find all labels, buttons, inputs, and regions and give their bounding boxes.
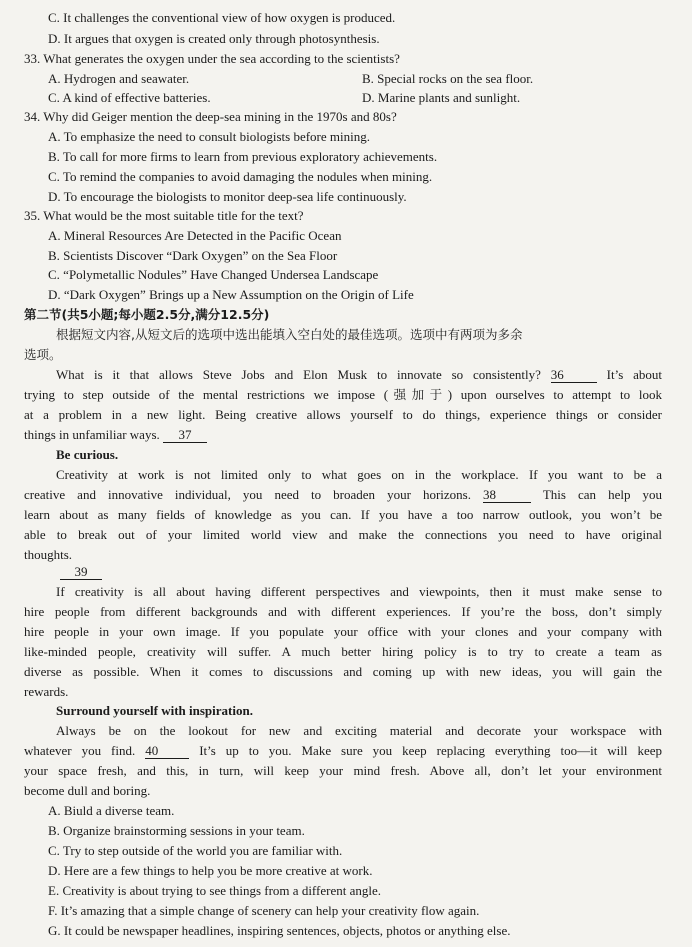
passage-line: rewards. xyxy=(24,684,69,699)
passage-line: at a problem in a new light. Being creative allows yourself to do things, experience things or consider xyxy=(24,407,662,422)
subheading-be-curious: Be curious. xyxy=(56,447,119,462)
passage-line: thoughts. xyxy=(24,547,73,562)
q35-option-a[interactable]: A. Mineral Resources Are Detected in the Pacific Ocean xyxy=(48,228,342,243)
q33-option-a[interactable]: A. Hydrogen and seawater. xyxy=(48,71,190,86)
q34-stem: 34. Why did Geiger mention the deep-sea mining in the 1970s and 80s? xyxy=(24,109,397,124)
blank-38[interactable]: 38 xyxy=(483,487,531,503)
passage-line: hire people from different backgrounds and with different experiences. If you’re the boss, don’t simply xyxy=(24,604,662,619)
passage-line: If creativity is all about having different perspectives and viewpoints, then it must make sense to xyxy=(56,584,662,599)
q33-stem: 33. What generates the oxygen under the sea according to the scientists? xyxy=(24,51,400,66)
passage-text: whatever you find. xyxy=(24,743,136,758)
passage-line xyxy=(0,366,692,384)
q33-option-d[interactable]: D. Marine plants and sunlight. xyxy=(362,90,521,105)
q34-option-d[interactable]: D. To encourage the biologists to monitor deep-sea life continuously. xyxy=(48,189,407,204)
passage-line: able to break out of your limited world view and make the connections you need to have original xyxy=(24,527,662,542)
choice-c[interactable]: C. Try to step outside of the world you are familiar with. xyxy=(48,843,343,858)
q33-option-b[interactable]: B. Special rocks on the sea floor. xyxy=(362,71,534,86)
q35-option-b[interactable]: B. Scientists Discover “Dark Oxygen” on the Sea Floor xyxy=(48,248,338,263)
passage-text: It’s about xyxy=(606,367,663,382)
q33-options-row1 xyxy=(0,70,692,88)
passage-text: things in unfamiliar ways. xyxy=(24,427,160,442)
section-instruction: 根据短文内容,从短文后的选项中选出能填入空白处的最佳选项。选项中有两项为多余 xyxy=(56,327,523,342)
choice-d[interactable]: D. Here are a few things to help you be more creative at work. xyxy=(48,863,373,878)
q34-option-b[interactable]: B. To call for more firms to learn from previous exploratory achievements. xyxy=(48,149,438,164)
passage-line: hire people in your own image. If you populate your office with your clones and your company with xyxy=(24,624,662,639)
choice-f[interactable]: F. It’s amazing that a simple change of scenery can help your creativity flow again. xyxy=(48,903,480,918)
q33-options-row2 xyxy=(0,89,692,107)
blank-37[interactable]: 37 xyxy=(163,427,207,443)
passage-text: What is it that allows Steve Jobs and Elon Musk to innovate so consistently? xyxy=(56,367,541,382)
q32-option-d[interactable]: D. It argues that oxygen is created only through photosynthesis. xyxy=(48,31,380,46)
q34-option-a[interactable]: A. To emphasize the need to consult biologists before mining. xyxy=(48,129,370,144)
choice-e[interactable]: E. Creativity is about trying to see things from a different angle. xyxy=(48,883,381,898)
passage-line xyxy=(0,486,692,504)
passage-line: your space fresh, and this, in turn, will keep your mind fresh. Above all, don’t let your environment xyxy=(24,763,662,778)
q32-option-c[interactable]: C. It challenges the conventional view of how oxygen is produced. xyxy=(48,10,396,25)
q33-option-c[interactable]: C. A kind of effective batteries. xyxy=(48,90,211,105)
q35-option-d[interactable]: D. “Dark Oxygen” Brings up a New Assumption on the Origin of Life xyxy=(48,287,414,302)
passage-text: It’s up to you. Make sure you keep replacing everything too—it will keep xyxy=(199,743,663,758)
passage-line xyxy=(0,742,692,760)
passage-line: diverse as possible. When it comes to discussions and coming up with new ideas, you will gain the xyxy=(24,664,662,679)
q34-option-c[interactable]: C. To remind the companies to avoid damaging the nodules when mining. xyxy=(48,169,433,184)
passage-line xyxy=(0,386,692,404)
section-heading: 第二节(共5小题;每小题2.5分,满分12.5分) xyxy=(24,307,270,322)
heading-blank-line xyxy=(0,563,692,581)
passage-line: become dull and boring. xyxy=(24,783,151,798)
passage-line: Creativity at work is not limited only to what goes on in the workplace. If you want to be a xyxy=(56,467,662,482)
section-instruction-cont: 选项。 xyxy=(24,347,62,362)
q35-stem: 35. What would be the most suitable title for the text? xyxy=(24,208,304,223)
subheading-inspiration: Surround yourself with inspiration. xyxy=(56,703,253,718)
passage-gloss: 强加于 xyxy=(388,387,448,402)
blank-39[interactable]: 39 xyxy=(60,564,102,580)
passage-line: learn about as many fields of knowledge as you can. If you have a too narrow outlook, you won’t be xyxy=(24,507,662,522)
passage-line xyxy=(0,426,692,444)
passage-line: like-minded people, creativity will suffer. A much better hiring policy is to try to create a team as xyxy=(24,644,662,659)
passage-text: ) upon ourselves to attempt to look xyxy=(447,387,662,402)
passage-text: trying to step outside of the mental restrictions we impose ( xyxy=(24,387,389,402)
blank-36[interactable]: 36 xyxy=(551,367,597,383)
choice-g[interactable]: G. It could be newspaper headlines, inspiring sentences, objects, photos or anything else. xyxy=(48,923,511,938)
choice-a[interactable]: A. Biuld a diverse team. xyxy=(48,803,175,818)
passage-text: creative and innovative individual, you need to broaden your horizons. xyxy=(24,487,471,502)
passage-line: Always be on the lookout for new and exciting material and decorate your workspace with xyxy=(56,723,662,738)
choice-b[interactable]: B. Organize brainstorming sessions in your team. xyxy=(48,823,305,838)
passage-text: This can help you xyxy=(542,487,662,502)
q35-option-c[interactable]: C. “Polymetallic Nodules” Have Changed Undersea Landscape xyxy=(48,267,379,282)
blank-40[interactable]: 40 xyxy=(145,743,189,759)
